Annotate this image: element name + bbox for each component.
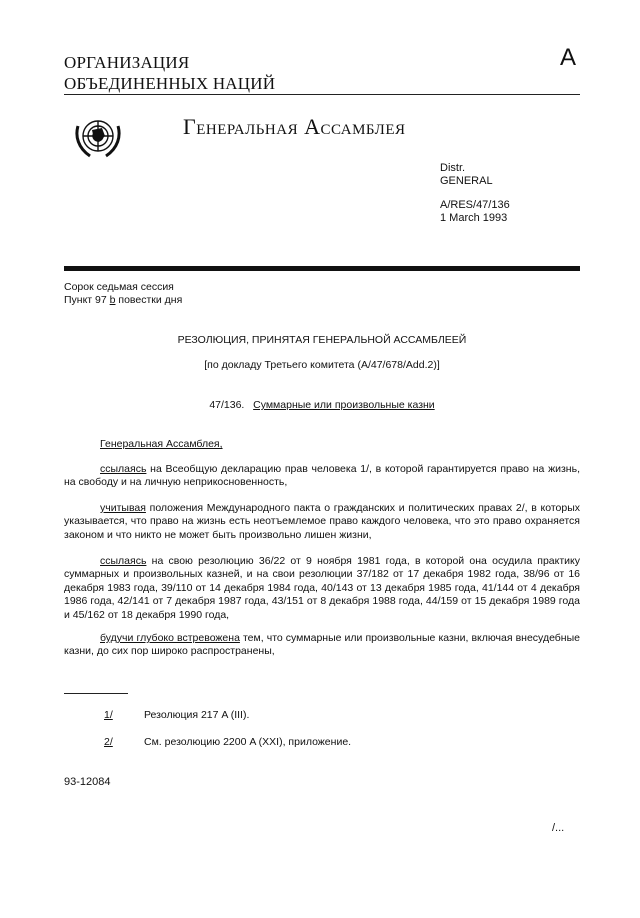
- symbol-block: [440, 199, 510, 225]
- footnote: [104, 736, 351, 748]
- opening-text: Генеральная Ассамблея,: [100, 438, 223, 450]
- document-symbol: A/RES/47/136: [440, 199, 510, 211]
- general-assembly-title: Генеральная Ассамблея: [183, 114, 406, 139]
- paragraph-text: на Всеобщую декларацию прав человека 1/, в которой гарантируется право на жизнь, на свободу и на личную неприкосновенность,: [64, 463, 580, 489]
- distribution-block: [440, 162, 493, 188]
- footnote-marker: 1/: [104, 709, 113, 721]
- organization-name: [64, 52, 275, 94]
- section-rule: [64, 266, 580, 271]
- header-rule: [64, 94, 580, 95]
- footnote-marker: 2/: [104, 736, 113, 748]
- document-number: 93-12084: [64, 776, 111, 788]
- paragraph: [64, 632, 580, 659]
- footnote-text: Резолюция 217 A (III).: [144, 709, 250, 721]
- document-date: 1 March 1993: [440, 212, 508, 224]
- session-name: Сорок седьмая сессия: [64, 281, 174, 293]
- session-info: [64, 281, 182, 307]
- paragraph: [64, 463, 580, 490]
- paragraph: [64, 502, 580, 542]
- un-emblem-icon: [72, 112, 124, 164]
- paragraph-lead: будучи глубоко встревожена: [100, 632, 240, 644]
- resolution-title: [64, 399, 580, 411]
- agenda-item-letter: b: [109, 294, 116, 306]
- agenda-suffix: повестки дня: [115, 294, 183, 306]
- paragraph-lead: ссылаясь: [100, 555, 147, 567]
- continuation-mark: /...: [552, 822, 565, 834]
- language-letter: A: [560, 44, 577, 71]
- paragraph-text: тем, что суммарные или произвольные казни, включая внесудебные казни, до сих пор широко распространены,: [64, 632, 580, 658]
- resolution-heading: РЕЗОЛЮЦИЯ, ПРИНЯТАЯ ГЕНЕРАЛЬНОЙ АССАМБЛЕЕЙ: [177, 334, 467, 346]
- footnote: [104, 709, 249, 721]
- report-reference: [по докладу Третьего комитета (A/47/678/Add.2)]: [204, 359, 440, 371]
- paragraph-text: на свою резолюцию 36/22 от 9 ноября 1981 года, в которой она осудила практику суммарных и произвольных казней, и на свои резолюции 37/182 от 17 декабря 1982 года, 38/96 от 16 декабря 1983 года, 39/110 от 14 декабря 1984 года, 40/143 от 13 декабря 1985 года, 41/144 от 4 декабря 1986 года, 42/141 от 7 декабря 1987 года, 43/151 от 8 декабря 1988 года, 44/159 от 15 декабря 1989 года и 45/162 от 18 декабря 1990 года,: [64, 555, 580, 621]
- distr-label: Distr.: [440, 162, 466, 174]
- agenda-item: [64, 294, 182, 307]
- footnote-rule: [64, 693, 128, 694]
- paragraph-text: положения Международного пакта о гражданских и политических правах 2/, в которых указывается, что право на жизнь есть неотъемлемое право каждого человека, что это право охраняется законом и что никто не может быть произвольно лишен жизни,: [64, 502, 580, 541]
- paragraph: [64, 555, 580, 622]
- opening-phrase: [64, 438, 580, 451]
- agenda-prefix: Пункт 97: [64, 294, 110, 306]
- org-line-1: ОРГАНИЗАЦИЯ: [64, 53, 190, 72]
- paragraph-lead: учитывая: [100, 502, 146, 514]
- paragraph-lead: ссылаясь: [100, 463, 147, 475]
- distribution-level: GENERAL: [440, 175, 493, 187]
- resolution-number: 47/136.: [209, 399, 245, 411]
- resolution-title-text: Суммарные или произвольные казни: [253, 399, 435, 411]
- org-line-2: ОБЪЕДИНЕННЫХ НАЦИЙ: [64, 74, 276, 93]
- footnote-text: См. резолюцию 2200 A (XXI), приложение.: [144, 736, 352, 748]
